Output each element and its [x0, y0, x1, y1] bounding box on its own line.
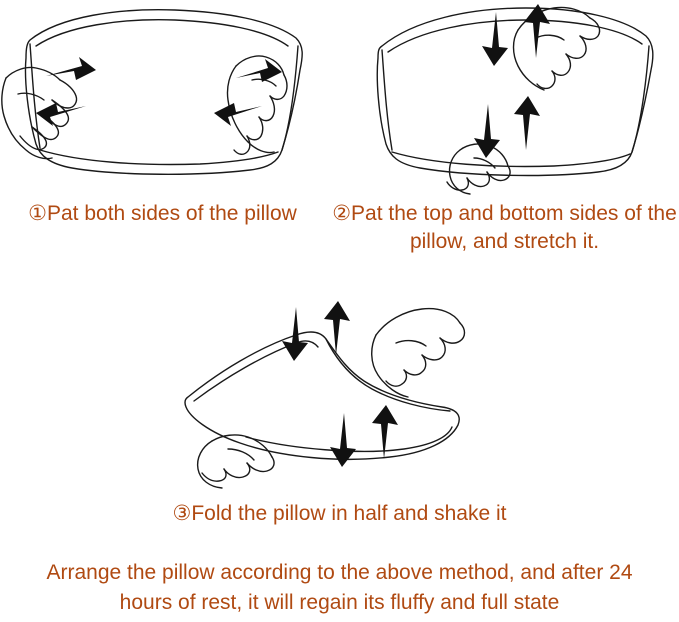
step-3-caption	[0, 500, 679, 528]
step-1-illustration	[0, 0, 330, 195]
step-2-number: ②	[332, 202, 352, 225]
step-3-illustration	[150, 285, 530, 490]
summary-note-line-1: Arrange the pillow according to the above method, and after 24	[46, 561, 633, 584]
summary-note	[0, 558, 679, 619]
pillow-pat-top-bottom-drawing	[340, 0, 679, 195]
step-2-caption	[330, 200, 679, 257]
pillow-pat-sides-drawing	[0, 0, 330, 195]
step-1-caption-text: Pat both sides of the pillow	[47, 202, 297, 225]
step-2-caption-text: Pat the top and bottom sides of the pillow, and stretch it.	[351, 202, 677, 254]
summary-note-line-2: hours of rest, it will regain its fluffy and full state	[119, 591, 560, 615]
pillow-folded-drawing	[150, 285, 530, 490]
step-3-caption-text: Fold the pillow in half and shake it	[191, 502, 507, 525]
step-3-number: ③	[172, 502, 192, 525]
step-1-caption	[0, 200, 325, 228]
step-1-number: ①	[28, 202, 47, 225]
step-2-illustration	[340, 0, 679, 195]
